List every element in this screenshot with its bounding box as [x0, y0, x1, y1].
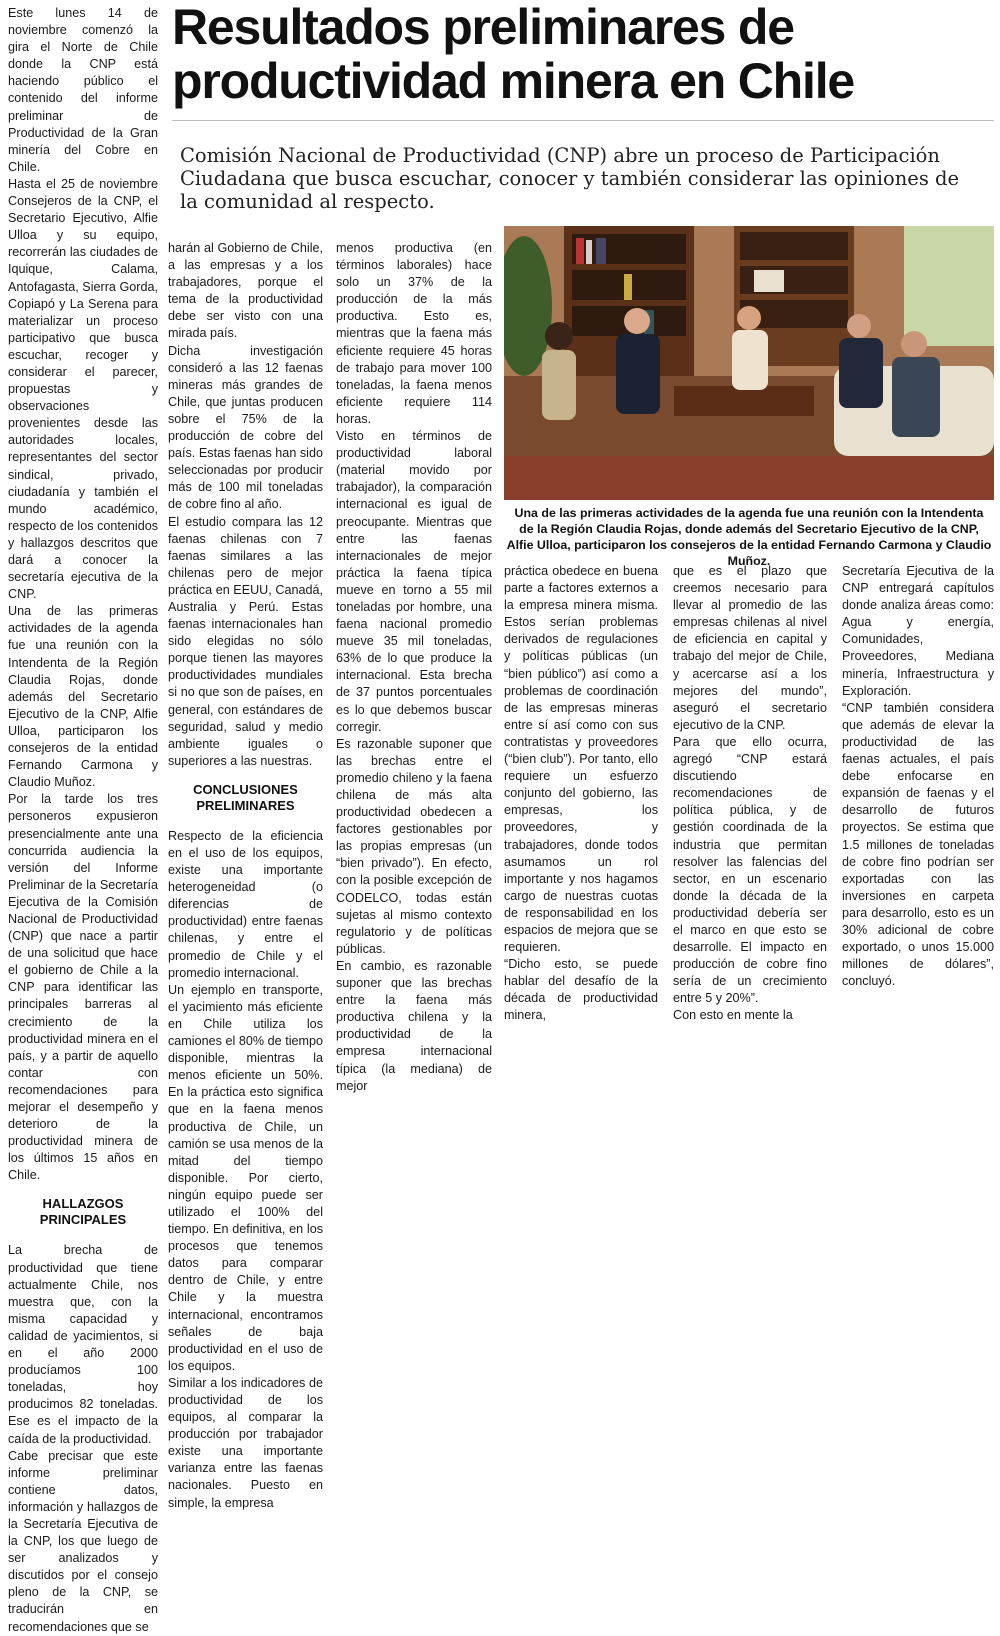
- paragraph: Este lunes 14 de noviembre comenzó la gira el Norte de Chile donde la CNP está haciendo público el contenido del informe preliminar de Productividad de la Gran minería del Cobre en Chile.: [8, 6, 158, 174]
- column-1: [8, 5, 158, 1636]
- paragraph: Para que ello ocurra, agregó “CNP estará discutiendo recomendaciones de política pública, y de gestión coordinada de la industria que permitan resolver las falencias del sector, en un escenario donde la década de la productividad debería ser el marco en que esto se desarrolle. El impacto en producción de cobre fino sería de un crecimiento entre 5 y 20%”.: [673, 734, 827, 1006]
- paragraph: Hasta el 25 de noviembre Consejeros de la CNP, el Secretario Ejecutivo, Alfie Ulloa y su equipo, recorrerán las ciudades de Iquique, Calama, Antofagasta, Sierra Gorda, Copiapó y La Serena para materializar un proceso participativo que busca escuchar, recoger y considerar el parecer, propuestas y observaciones provenientes desde las autoridades locales, representantes del sector sindical, privado, ciudadanía y también el mundo académico, respecto de los contenidos y hallazgos descritos que dará a conocer la secretaría ejecutiva de la CNP.: [8, 176, 158, 602]
- paragraph: Por la tarde los tres personeros expusieron presencialmente ante una concurrida audiencia la versión del Informe Preliminar de la Secretaría Ejecutiva de la Comisión Nacional de Productividad (CNP) que nace a partir de una solicitud que hace el gobierno de Chile a la CNP para identificar las principales barreras al crecimiento de la productividad minera en el país, y a partir de aquello contar con recomendaciones para mejorar el desempeño y deterioro de la productividad minera de los últimos 15 años en Chile.: [8, 792, 158, 1183]
- paragraph: menos productiva (en términos laborales) hace solo un 37% de la producción de la más productiva. Esto es, mientras que la faena más eficiente requiere 45 horas de trabajo para mover 100 toneladas, la faena menos eficiente requiere 114 horas.: [336, 241, 492, 426]
- paragraph: Secretaría Ejecutiva de la CNP entregará capítulos donde analiza áreas como: Agua y energía, Comunidades, Proveedores, Mediana minería, Infraestructura y Exploración.: [842, 564, 994, 698]
- article-title: Resultados preliminares de productividad minera en Chile: [172, 0, 854, 109]
- paragraph: Similar a los indicadores de productividad de los equipos, al comparar la producción por trabajador existe una importante varianza entre las faenas nacionales. Puesto en simple, la empresa: [168, 1375, 323, 1510]
- paragraph: “Dicho esto, se puede hablar del desafío de la década de productividad minera,: [504, 957, 658, 1023]
- column-6: [842, 563, 994, 990]
- title-divider: [172, 120, 994, 121]
- paragraph: La brecha de productividad que tiene actualmente Chile, nos muestra que, con la misma capacidad y calidad de yacimientos, si en el año 2000 producíamos 100 toneladas, hoy producimos 82 toneladas. Ese es el impacto de la caída de la productividad.: [8, 1243, 158, 1446]
- section-heading-conclusiones: CONCLUSIONES PRELIMINARES: [193, 781, 298, 813]
- paragraph: Cabe precisar que este informe preliminar contiene datos, información y hallazgos de la Secretaría Ejecutiva de la CNP, los que luego de ser analizados y discutidos por el consejo pleno de la CNP, se traducirán en recomendaciones que se: [8, 1448, 158, 1634]
- paragraph: Con esto en mente la: [673, 1008, 793, 1023]
- photo-caption: Una de las primeras actividades de la agenda fue una reunión con la Intendenta de la Región Claudia Rojas, donde además del Secretario Ejecutivo de la CNP, Alfie Ulloa, participaron los consejeros de la entidad Fernando Carmona y Claudio Muñoz.: [506, 506, 992, 568]
- section-heading-hallazgos: HALLAZGOS PRINCIPALES: [39, 1196, 127, 1228]
- article-subtitle: Comisión Nacional de Productividad (CNP) abre un proceso de Participación Ciudadana que busca escuchar, conocer y también considerar las opiniones de la comunidad al respecto.: [180, 144, 960, 213]
- column-2: [168, 240, 323, 1512]
- paragraph: Respecto de la eficiencia en el uso de los equipos, existe una importante heterogeneidad (o diferencias de productividad) entre faenas chilenas, y entre el promedio de Chile y el promedio internacional.: [168, 828, 323, 980]
- paragraph: Un ejemplo en transporte, el yacimiento más eficiente en Chile utiliza los camiones el 80% de tiempo disponible, mientras la menos eficiente un 50%. En la práctica esto significa que en la faena menos productiva de Chile, un camión se usa menos de la mitad del tiempo disponible. Por cierto, ningún equipo puede ser utilizado el 100% del tiempo. En definitiva, en los procesos que tenemos datos para comparar dentro de Chile, y entre Chile y la muestra internacional, encontramos señales de baja productividad en el uso de los equipos.: [168, 982, 323, 1373]
- paragraph: “CNP también considera que además de elevar la productividad de las faenas actuales, el país debe enfocarse en expansión de faenas y el desarrollo de futuros proyectos. Se estima que 1.5 millones de toneladas de cobre fino podrían ser exportadas con las inversiones en carpeta para desarrollo, esto es un 30% adicional de cobre exportado, o unos 15.000 millones de dólares”, concluyó.: [842, 700, 994, 989]
- paragraph: práctica obedece en buena parte a factores externos a la empresa minera misma. Estos serían problemas derivados de regulaciones y políticas públicas (un “bien público”) así como a problemas de coordinación de las empresas mineras entre sí así como con sus contratistas y proveedores (“bien club”). Por tanto, ello requiere un esfuerzo conjunto del gobierno, las empresas, los proveedores, y trabajadores, donde todos asumamos un rol importante y nos hagamos cargo de nuestras cuotas de responsabilidad en los espacios de mejora que se requieren.: [504, 564, 658, 955]
- paragraph: que es el plazo que creemos necesario para llevar al promedio de las empresas chilenas al nivel de eficiencia en capital y trabajo del mejor de Chile, y acercarse así a los mejores del mundo”, aseguró el secretario ejecutivo de la CNP.: [673, 564, 827, 732]
- paragraph: En cambio, es razonable suponer que las brechas entre la faena más productiva chilena y la productividad de la empresa internacional típica (la mediana) de mejor: [336, 958, 492, 1093]
- paragraph: harán al Gobierno de Chile, a las empresas y a los trabajadores, porque el tema de la productividad debe ser visto con una mirada país.: [168, 241, 323, 341]
- paragraph: Visto en términos de productividad laboral (material movido por trabajador), la comparación internacional es igual de preocupante. Mientras que entre las faenas internacionales de mejor práctica la faena típica mueve en torno a 55 mil toneladas por hombre, una faena nacional promedio mueve 35 mil toneladas, 63% de lo que produce la internacional. Esta brecha de 37 puntos porcentuales es lo que debemos buscar corregir.: [336, 429, 492, 734]
- paragraph: Una de las primeras actividades de la agenda fue una reunión con la Intendenta de la Región Claudia Rojas, donde además del Secretario Ejecutivo de la CNP, Alfie Ulloa, participaron los consejeros de la entidad Fernando Carmona y Claudio Muñoz.: [8, 604, 158, 790]
- paragraph: Es razonable suponer que las brechas entre el promedio chileno y la faena chilena de más alta productividad obedecen a factores gestionables por las propias empresas (un “bien privado”). En efecto, con la posible excepción de CODELCO, todas están sujetas al mismo contexto regulatorio y de políticas públicas.: [336, 736, 492, 956]
- column-3: [336, 240, 492, 1095]
- paragraph: El estudio compara las 12 faenas chilenas con 7 faenas similares a las chilenas pero de mejor práctica en EEUU, Canadá, Australia y Perú. Estas faenas internacionales han sido elegidas no sólo porque tienen las mayores productividades mundiales si no que son de países, en general, con estándares de seguridad, salud y medio ambiente iguales o superiores a las nuestras.: [168, 514, 323, 768]
- paragraph: Dicha investigación consideró a las 12 faenas mineras más grandes de Chile, que juntas producen sobre el 75% de la producción de cobre del país. Estas faenas han sido seleccionadas por producir más de 100 mil toneladas de cobre fino al año.: [168, 343, 323, 512]
- meeting-photo: [504, 226, 994, 500]
- column-5: [673, 563, 827, 1025]
- column-4: [504, 563, 658, 1025]
